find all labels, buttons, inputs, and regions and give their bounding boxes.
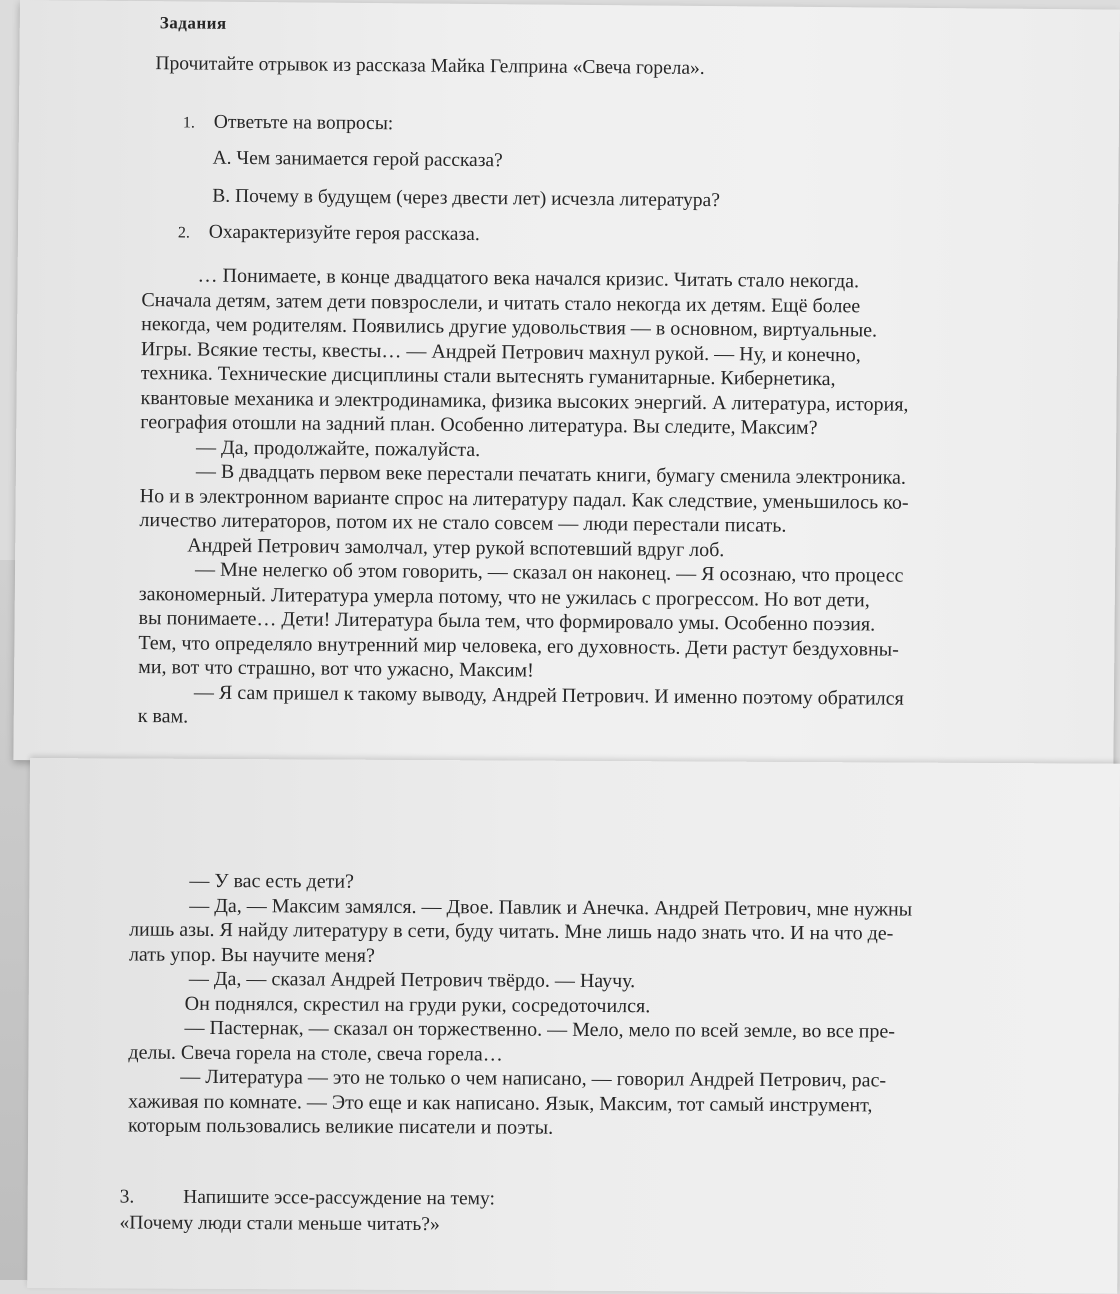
excerpt-line: — Да, — Максим замялся. — Двое. Павлик и Анечка. Андрей Петрович, мне нужны xyxy=(189,894,913,921)
task-2-text: Охарактеризуйте героя рассказа. xyxy=(208,221,480,246)
excerpt-line: вы понимаете… Дети! Литература была тем, что формировало умы. Особенно поэзия. xyxy=(138,607,876,636)
task-1 xyxy=(183,111,394,135)
task-1-number: 1. xyxy=(182,114,196,132)
excerpt-line: Андрей Петрович замолчал, утер рукой вспотевший вдруг лоб. xyxy=(187,533,725,561)
excerpt-line: … Понимаете, в конце двадцатого века начался кризис. Читать стало некогда. xyxy=(197,264,860,293)
excerpt-line: квантовые механика и электродинамика, физика высоких энергий. А литература, история, xyxy=(140,386,909,416)
task-2-number: 2. xyxy=(177,224,191,242)
excerpt-line: закономерный. Литература умерла потому, что не ужилась с прогрессом. Но вот дети, xyxy=(138,582,870,611)
excerpt-line: — Я сам пришел к такому выводу, Андрей Петрович. И именно поэтому обратился xyxy=(193,681,904,710)
excerpt-line: Сначала детям, затем дети повзрослели, и читать стало некогда их детям. Ещё более xyxy=(141,288,861,317)
task-1-text: Ответьте на вопросы: xyxy=(213,111,394,135)
excerpt-line: — Пастернак, — сказал он торжественно. — Мело, мело по всей земле, во все пре- xyxy=(184,1016,895,1043)
excerpt-line: — Да, — сказал Андрей Петрович твёрдо. — Научу. xyxy=(188,967,636,993)
worksheet-page-bottom xyxy=(27,758,1120,1294)
excerpt-line: делы. Свеча горела на столе, свеча горела… xyxy=(128,1041,503,1065)
excerpt-line: — У вас есть дети? xyxy=(189,869,355,893)
excerpt-line: Тем, что определяло внутренний мир человека, его духовность. Дети растут бездуховны- xyxy=(138,631,899,661)
excerpt-line: к вам. xyxy=(137,705,189,728)
page-heading: Задания xyxy=(159,13,227,33)
excerpt-line: некогда, чем родителям. Появились другие удовольствия — в основном, виртуальные. xyxy=(141,313,878,342)
excerpt-line: личество литераторов, потом их не стало совсем — люди перестали писать. xyxy=(139,509,787,537)
excerpt-line: — Да, продолжайте, пожалуйста. xyxy=(196,436,481,461)
task-3-number: 3. xyxy=(119,1186,135,1208)
excerpt-line: которым пользовались великие писатели и поэты. xyxy=(128,1114,554,1139)
excerpt-line: — Литература — это не только о чем написано, — говорил Андрей Петрович, рас- xyxy=(180,1065,887,1092)
excerpt-line: лишь азы. Я найду литературу в сети, буду читать. Мне лишь надо знать что. И на что де- xyxy=(129,918,894,945)
excerpt-line: география отошли на задний план. Особенно литература. Вы следите, Максим? xyxy=(140,411,818,439)
excerpt-line: ми, вот что страшно, вот что ужасно, Максим! xyxy=(138,656,534,682)
excerpt-part-2 xyxy=(128,869,912,1143)
task-1b: В. Почему в будущем (через двести лет) исчезла литература? xyxy=(212,185,721,212)
task-3-text: Напишите эссе-рассуждение на тему: xyxy=(183,1186,495,1210)
excerpt-line: Он поднялся, скрестил на груди руки, сосредоточился. xyxy=(184,992,651,1017)
excerpt-line: — В двадцать первом веке перестали печатать книги, бумагу сменила электроника. xyxy=(195,460,907,489)
excerpt-part-1 xyxy=(138,263,911,735)
excerpt-line: лать упор. Вы научите меня? xyxy=(128,943,375,967)
task-2 xyxy=(178,221,480,246)
intro-text: Прочитайте отрывок из рассказа Майка Гелприна «Свеча горела». xyxy=(155,53,705,79)
task-1a: А. Чем занимается герой рассказа? xyxy=(212,147,503,172)
excerpt-line: — Мне нелегко об этом говорить, — сказал он наконец. — Я осознаю, что процесс xyxy=(194,558,904,587)
excerpt-line: хаживая по комнате. — Это еще и как написано. Язык, Максим, тот самый инструмент, xyxy=(128,1090,873,1116)
excerpt-line: Игры. Всякие тесты, квесты… — Андрей Петрович махнул рукой. — Ну, и конечно, xyxy=(140,337,861,366)
excerpt-line: техника. Технические дисциплины стали вытеснять гуманитарные. Кибернетика, xyxy=(140,362,836,391)
task-3 xyxy=(120,1186,495,1210)
worksheet-page-top xyxy=(13,0,1120,770)
excerpt-line: Но и в электронном варианте спрос на литературу падал. Как следствие, уменьшилось ко- xyxy=(139,484,909,514)
task-3-topic: «Почему люди стали меньше читать?» xyxy=(119,1212,440,1236)
